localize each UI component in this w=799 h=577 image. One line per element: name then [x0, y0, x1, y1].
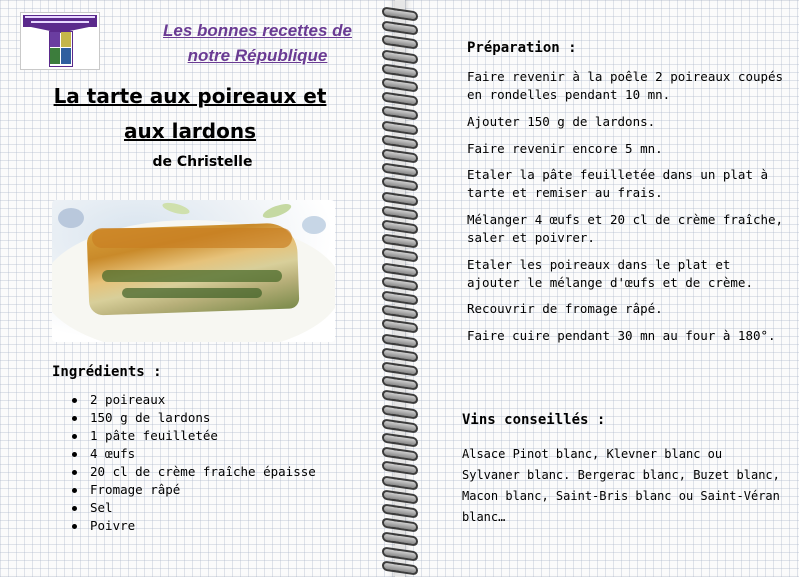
bullet-icon — [72, 398, 77, 403]
bullet-icon — [72, 434, 77, 439]
spiral-ring — [378, 306, 422, 316]
bullet-icon — [72, 506, 77, 511]
spiral-ring — [378, 107, 422, 117]
spiral-ring — [378, 491, 422, 501]
spiral-ring — [378, 51, 422, 61]
list-item: Fromage râpé — [72, 481, 316, 499]
spiral-ring — [378, 193, 422, 203]
spiral-ring — [378, 505, 422, 515]
recipe-title-line1: La tarte aux poireaux et — [53, 84, 327, 108]
spiral-ring — [378, 349, 422, 359]
series-title-line1: Les bonnes recettes de — [163, 21, 352, 40]
spiral-ring — [378, 363, 422, 373]
preparation-step: Faire revenir encore 5 mn. — [467, 141, 663, 156]
spiral-ring — [378, 22, 422, 32]
spiral-ring — [378, 264, 422, 274]
spiral-ring — [378, 79, 422, 89]
spiral-ring — [378, 477, 422, 487]
spiral-ring — [378, 434, 422, 444]
spiral-ring — [378, 391, 422, 401]
spiral-ring — [378, 320, 422, 330]
tart-photo — [52, 200, 335, 342]
ingredients-list — [72, 391, 316, 535]
spiral-ring — [378, 562, 422, 572]
preparation-step: Faire cuire pendant 30 mn au four à 180°. — [467, 328, 776, 343]
spiral-ring — [378, 278, 422, 288]
list-item: 4 œufs — [72, 445, 316, 463]
ingredients-heading: Ingrédients : — [52, 364, 162, 380]
spiral-ring — [378, 164, 422, 174]
preparation-step: Ajouter 150 g de lardons. — [467, 114, 656, 129]
preparation-step: Etaler la pâte feuilletée dans un plat à tarte et remiser au frais. — [467, 167, 769, 200]
spiral-ring — [378, 207, 422, 217]
spiral-ring — [378, 93, 422, 103]
preparation-step: Etaler les poireaux dans le plat et ajouter le mélange d'œufs et de crème. — [467, 257, 753, 290]
spiral-ring — [378, 36, 422, 46]
spiral-ring — [378, 377, 422, 387]
spiral-ring — [378, 533, 422, 543]
series-title-line2: notre République — [187, 46, 328, 65]
spiral-ring — [378, 406, 422, 416]
spiral-ring — [378, 519, 422, 529]
spiral-ring — [378, 8, 422, 18]
list-item: Poivre — [72, 517, 316, 535]
spiral-ring — [378, 65, 422, 75]
recipe-author: de Christelle — [152, 154, 253, 170]
spiral-ring — [378, 178, 422, 188]
spiral-ring — [378, 136, 422, 146]
list-item: 1 pâte feuilletée — [72, 427, 316, 445]
spiral-ring — [378, 249, 422, 259]
spiral-ring — [378, 448, 422, 458]
list-item: 150 g de lardons — [72, 409, 316, 427]
spiral-ring — [378, 292, 422, 302]
bullet-icon — [72, 416, 77, 421]
list-item: Sel — [72, 499, 316, 517]
bullet-icon — [72, 452, 77, 457]
preparation-step: Recouvrir de fromage râpé. — [467, 301, 663, 316]
shield-icon — [49, 31, 73, 67]
spiral-ring — [378, 462, 422, 472]
list-item: 2 poireaux — [72, 391, 316, 409]
spiral-ring — [378, 420, 422, 430]
spiral-ring — [378, 122, 422, 132]
spiral-ring — [378, 150, 422, 160]
bullet-icon — [72, 470, 77, 475]
preparation-step: Mélanger 4 œufs et 20 cl de crème fraîche, saler et poivrer. — [467, 212, 784, 245]
recipe-title-line2: aux lardons — [123, 119, 256, 143]
spiral-ring — [378, 548, 422, 558]
preparation-step: Faire revenir à la poêle 2 poireaux coupés en rondelles pendant 10 mn. — [467, 69, 784, 102]
coat-of-arms-logo — [20, 12, 100, 70]
wines-heading: Vins conseillés : — [462, 412, 606, 428]
list-item: 20 cl de crème fraîche épaisse — [72, 463, 316, 481]
notebook-spiral-binding — [378, 0, 422, 577]
spiral-ring — [378, 221, 422, 231]
wines-text: Alsace Pinot blanc, Klevner blanc ou Sylvaner blanc. Bergerac blanc, Buzet blanc, Macon blanc, Saint-Bris blanc ou Saint-Véran blanc… — [462, 447, 780, 524]
spiral-ring — [378, 235, 422, 245]
bullet-icon — [72, 488, 77, 493]
spiral-ring — [378, 335, 422, 345]
preparation-heading: Préparation : — [467, 40, 577, 56]
bullet-icon — [72, 524, 77, 529]
